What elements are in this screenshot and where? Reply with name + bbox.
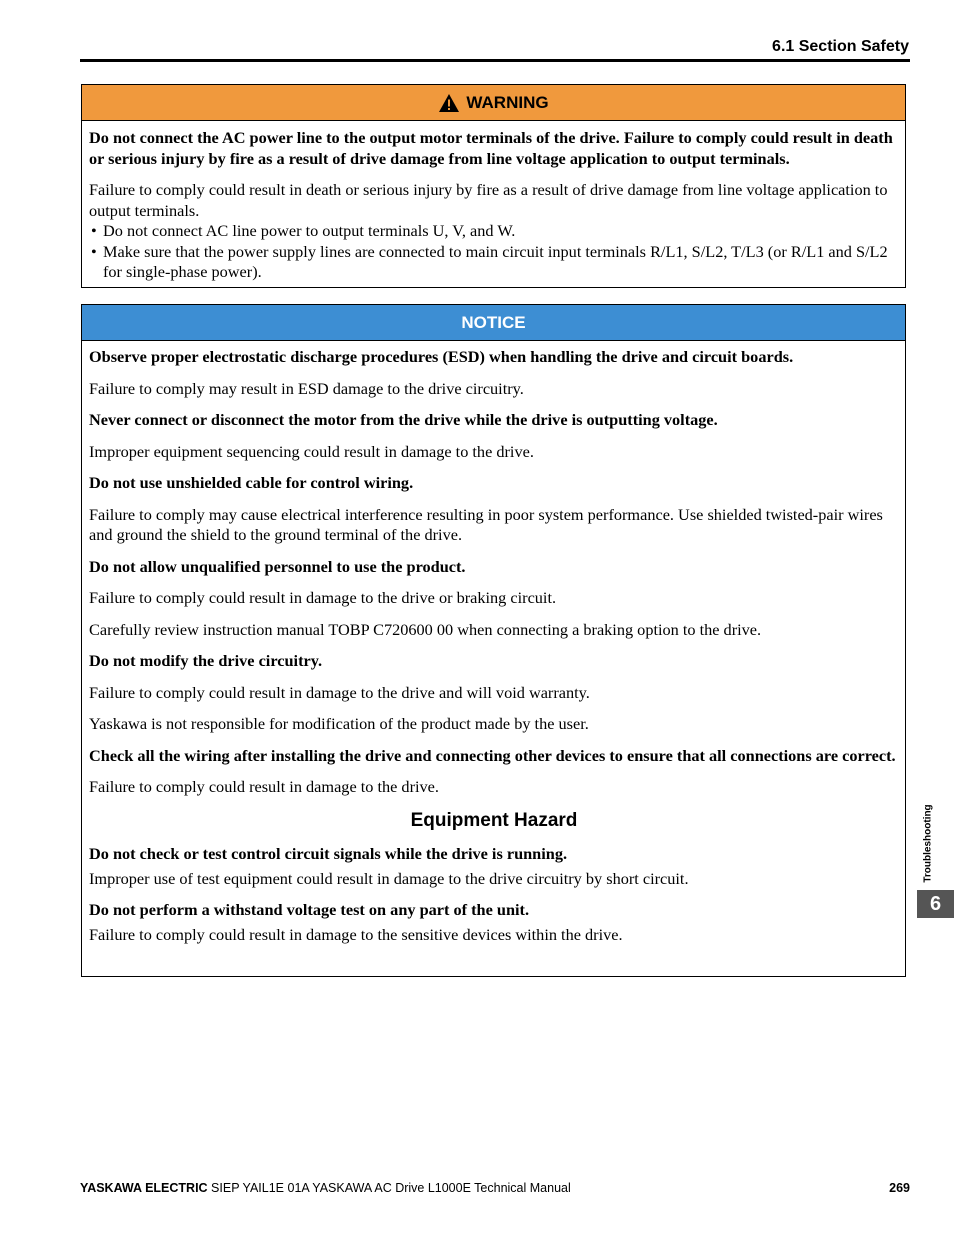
notice-item: Failure to comply may result in ESD damage to the drive circuitry. (89, 378, 524, 398)
notice-item: Carefully review instruction manual TOBP C720600 00 when connecting a braking option to the drive. (89, 619, 762, 639)
notice-item: Observe proper electrostatic discharge procedures (ESD) when handling the drive and circuit boards. (89, 347, 794, 366)
warning-bullet: • Make sure that the power supply lines are connected to main circuit input terminals R/L1, S/L2, T/L3 (or R/L1 and S/L2 for single-phase power). (89, 242, 899, 283)
notice-heading: NOTICE (461, 312, 526, 332)
hazard-item: Do not perform a withstand voltage test on any part of the unit. (89, 900, 530, 919)
warning-header (82, 85, 905, 121)
footer-doc-info (80, 1181, 571, 1195)
notice-body (82, 341, 905, 945)
notice-item: Failure to comply could result in damage to the drive or braking circuit. (89, 588, 557, 607)
notice-item: Never connect or disconnect the motor from the drive while the drive is outputting voltage. (89, 410, 718, 429)
notice-item: Failure to comply may cause electrical interference resulting in poor system performance. Use shielded twisted-pair wires and ground the shield to the ground terminal of the drive. (89, 504, 883, 544)
hazard-item: Failure to comply could result in damage to the sensitive devices within the drive. (89, 924, 623, 944)
notice-item: Check all the wiring after installing the drive and connecting other devices to ensure that all connections are correct. (89, 745, 896, 765)
notice-item: Improper equipment sequencing could result in damage to the drive. (89, 441, 534, 461)
footer-brand: YASKAWA ELECTRIC (80, 1181, 208, 1195)
notice-item: Do not modify the drive circuitry. (89, 651, 323, 670)
chapter-tab-label (920, 798, 936, 888)
section-title: 6.1 Section Safety (772, 38, 909, 55)
page-footer (80, 1181, 910, 1195)
chapter-tab-number: 6 (917, 890, 954, 918)
warning-box (81, 84, 906, 288)
hazard-item: Improper use of test equipment could result in damage to the drive circuitry by short circuit. (89, 868, 689, 888)
header-rule (80, 59, 910, 62)
notice-item: Yaskawa is not responsible for modification of the product made by the user. (89, 714, 589, 733)
notice-item: Failure to comply could result in damage to the drive and will void warranty. (89, 682, 590, 702)
notice-item: Do not use unshielded cable for control wiring. (89, 473, 414, 492)
footer-doc-title: SIEP YAIL1E 01A YASKAWA AC Drive L1000E Technical Manual (207, 1181, 571, 1195)
notice-item: Failure to comply could result in damage to the drive. (89, 777, 439, 796)
notice-box (81, 304, 906, 977)
equipment-hazard-heading: Equipment Hazard (410, 809, 578, 831)
warning-bullet: • Do not connect AC line power to output terminals U, V, and W. (89, 221, 899, 242)
page-number: 269 (889, 1181, 910, 1195)
notice-item: Do not allow unqualified personnel to use the product. (89, 556, 466, 576)
warning-text: Failure to comply could result in death or serious injury by fire as a result of drive damage from line voltage application to output terminals. (89, 180, 888, 220)
chapter-tab-text: Troubleshooting (922, 803, 934, 883)
warning-bullet-list (89, 221, 899, 283)
warning-lead: Do not connect the AC power line to the output motor terminals of the drive. Failure to comply could result in death or serious injury by fire as a result of drive damage from line voltage application to output terminals. (89, 128, 893, 168)
warning-body (82, 121, 905, 283)
warning-heading: WARNING (466, 92, 549, 112)
notice-header (82, 305, 905, 341)
warning-triangle-icon (438, 93, 460, 113)
hazard-item: Do not check or test control circuit signals while the drive is running. (89, 844, 568, 863)
